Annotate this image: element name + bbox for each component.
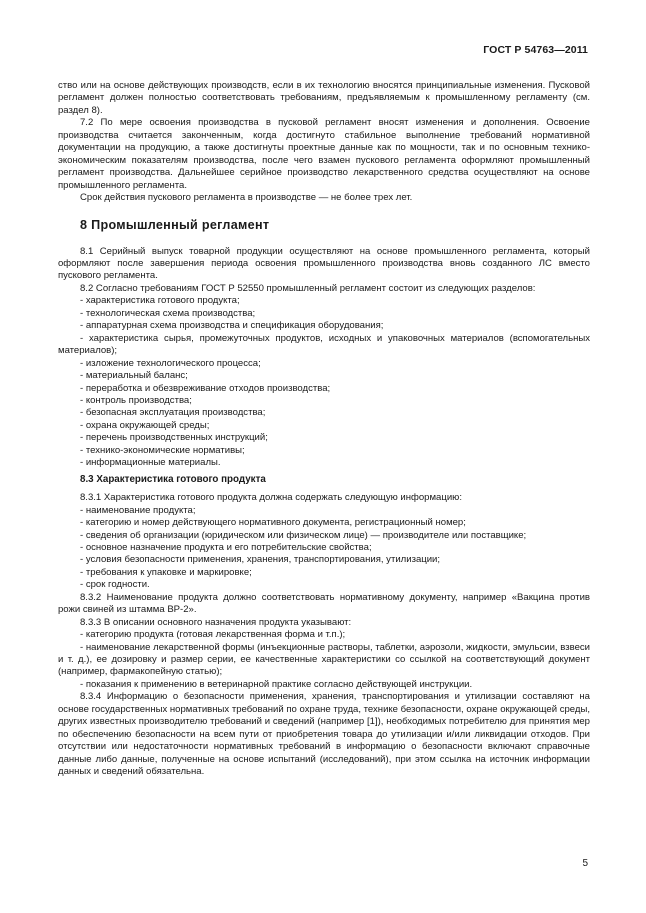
list-item: - характеристика готового продукта; — [80, 295, 240, 307]
list-item: - материальный баланс; — [80, 370, 188, 382]
paragraph-8-1: 8.1 Серийный выпуск товарной продукции осуществляют на основе промышленного регламента, который оформляют после завершения периода освоения промышленного производства вновь созданного ЛС вместо пускового регламента. — [58, 245, 590, 282]
list-item: - аппаратурная схема производства и спецификация оборудования; — [80, 320, 384, 332]
list-item: - информационные материалы. — [80, 457, 221, 469]
list-item: - сведения об организации (юридическом или физическом лице) — производителе или поставщике; — [80, 529, 527, 541]
list-8-2 — [58, 295, 590, 469]
paragraph-7-2: 7.2 По мере освоения производства в пусковой регламент вносят изменения и дополнения. Освоение производства считается законченным, когда достигнуто стабильное выполнение требований нормативной документации на продукцию, а также достигнуты проектные данные как по мощности, так и по основным технико-экономическим показателям производства, после чего взамен пускового регламента оформляют промышленный регламент производства. Дальнейшее серийное производство лекарственного средства осуществляют на основе промышленного регламента. — [58, 117, 590, 191]
list-item: - технологическая схема производства; — [80, 307, 256, 319]
list-item: - охрана окружающей среды; — [80, 419, 210, 431]
paragraph-8-3-4: 8.3.4 Информацию о безопасности применения, хранения, транспортирования и утилизации составляют на основе государственных нормативных требований по охране труда, технике безопасности, охране окружающей среды, других известных производителю требований и сведений (например [1]), необходимых потребителю для принятия мер по обеспечению безопасности на всем пути от приобретения товара до утилизации и/или ликвидации отходов. При отсутствии или недостаточности нормативных требований в информацию о безопасности включают справочные данные либо данные, полученные на основе испытаний (исследований), при этом ссылка на источник информации данных и сведений обязательна. — [58, 691, 590, 778]
list-item: - характеристика сырья, промежуточных продуктов, исходных и упаковочных материалов (вспомогательных материалов); — [58, 332, 590, 357]
list-item: - наименование лекарственной формы (инъекционные растворы, таблетки, аэрозоли, жидкости, эмульсии, взвеси и т. д.), ее дозировку и размер серии, ее качественные характеристики со ссылкой на соответствующий документ (например, фармакопейную статью); — [58, 641, 590, 678]
list-item: - категорию продукта (готовая лекарственная форма и т.п.); — [80, 629, 346, 641]
document-body — [58, 80, 590, 779]
list-item: - условия безопасности применения, хранения, транспортирования, утилизации; — [80, 554, 441, 566]
list-8-3-3 — [58, 629, 590, 691]
list-item: - наименование продукта; — [80, 504, 196, 516]
list-item: - переработка и обезвреживание отходов производства; — [80, 382, 331, 394]
page-number: 5 — [582, 858, 588, 869]
list-item: - изложение технологического процесса; — [80, 357, 261, 369]
list-item: - категорию и номер действующего нормативного документа, регистрационный номер; — [80, 517, 466, 529]
list-8-3-1 — [58, 505, 590, 592]
list-item: - показания к применению в ветеринарной практике согласно действующей инструкции. — [80, 678, 473, 690]
subsection-8-3-heading: 8.3 Характеристика готового продукта — [80, 473, 266, 485]
paragraph-8-3-1: 8.3.1 Характеристика готового продукта должна содержать следующую информацию: — [80, 492, 462, 504]
list-item: - перечень производственных инструкций; — [80, 432, 268, 444]
paragraph-validity: Срок действия пускового регламента в производстве — не более трех лет. — [80, 192, 413, 204]
paragraph-8-3-2: 8.3.2 Наименование продукта должно соответствовать нормативному документу, например «Вакцина против рожи свиней из штамма ВР-2». — [58, 591, 590, 616]
document-header: ГОСТ Р 54763—2011 — [483, 44, 588, 56]
list-item: - требования к упаковке и маркировке; — [80, 566, 252, 578]
list-item: - безопасная эксплуатация производства; — [80, 407, 266, 419]
list-item: - технико-экономические нормативы; — [80, 444, 245, 456]
section-8-heading: 8 Промышленный регламент — [80, 217, 270, 232]
paragraph-8-2: 8.2 Согласно требованиям ГОСТ Р 52550 промышленный регламент состоит из следующих разделов: — [80, 282, 536, 294]
paragraph-8-3-3: 8.3.3 В описании основного назначения продукта указывают: — [80, 616, 352, 628]
list-item: - основное назначение продукта и его потребительские свойства; — [80, 541, 372, 553]
paragraph-intro-continuation: ство или на основе действующих производств, если в их технологию вносятся принципиальные изменения. Пусковой регламент должен полностью соответствовать требованиям, предъявляемым к промышленному регламенту (см. раздел 8). — [58, 80, 590, 116]
list-item: - контроль производства; — [80, 394, 192, 406]
list-item: - срок годности. — [80, 579, 150, 591]
